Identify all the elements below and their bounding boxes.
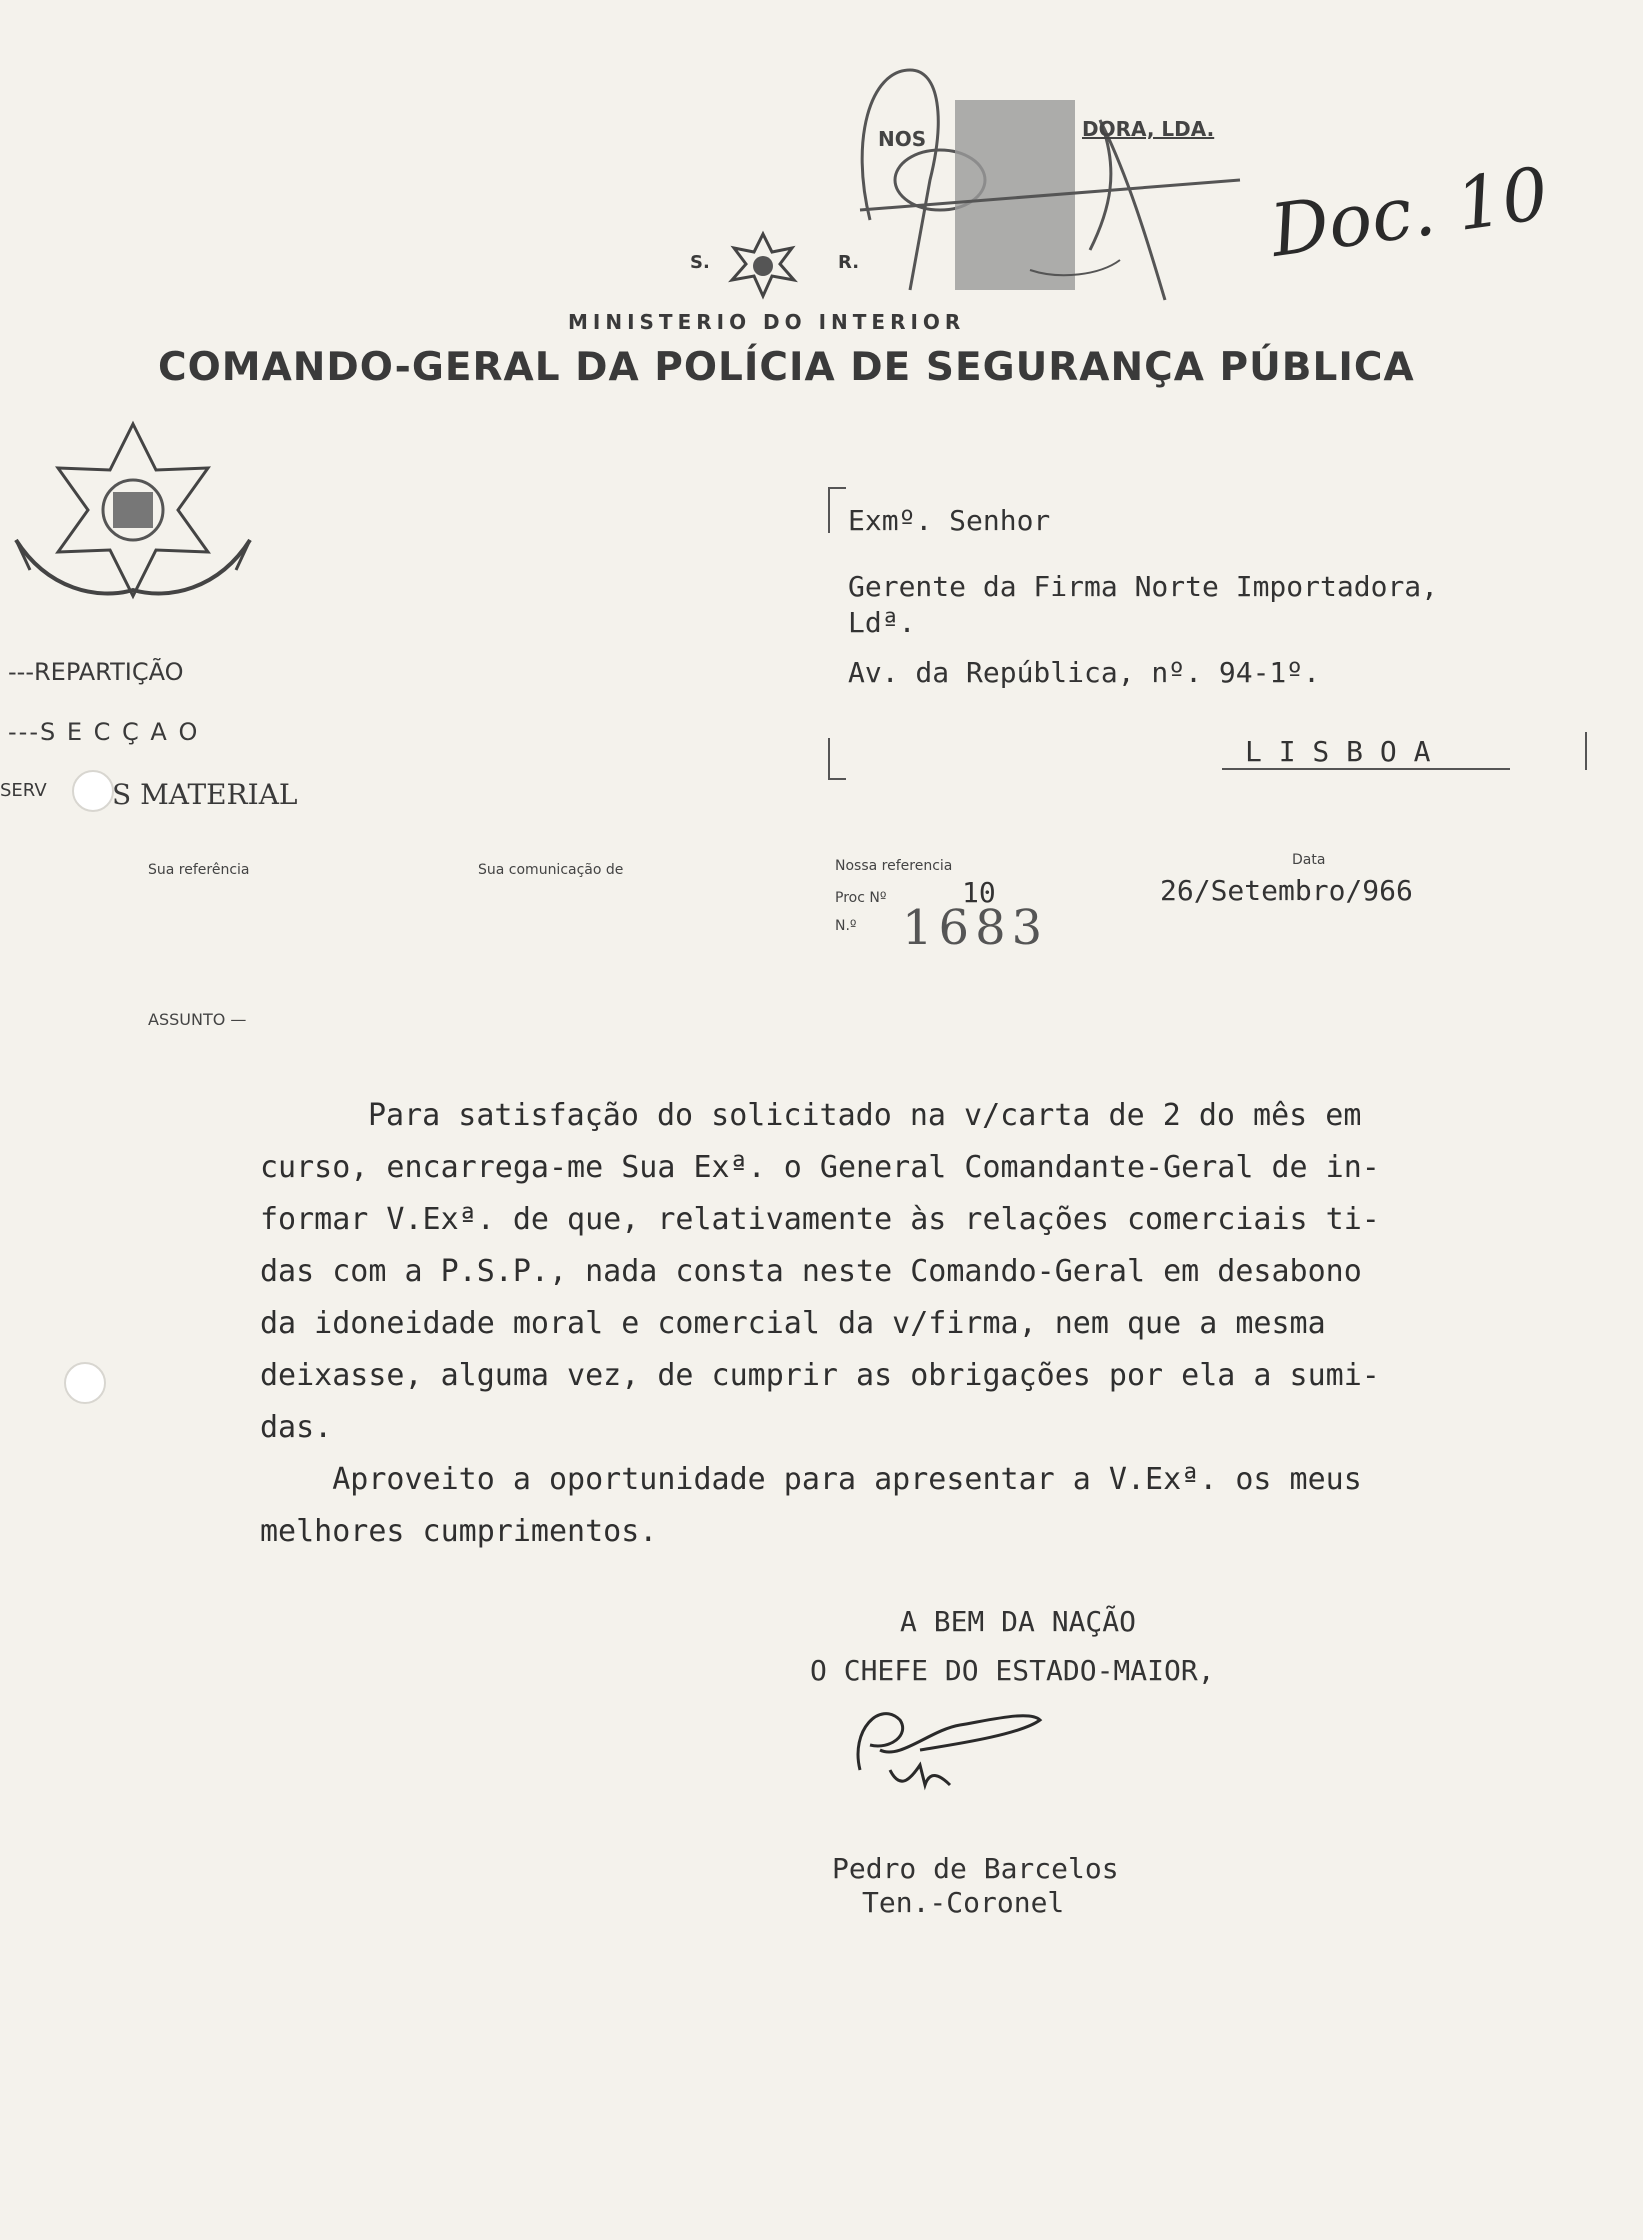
header-s: S.	[690, 252, 710, 273]
n-value: 1683	[902, 900, 1049, 956]
stamp-line1: NOS	[878, 127, 927, 151]
address-corner-bottom	[828, 738, 830, 780]
proc-value: 10	[962, 876, 996, 909]
signatory-rank: Ten.-Coronel	[862, 1886, 1065, 1919]
body-line: formar V.Exª. de que, relativamente às relações comerciais ti-	[260, 1202, 1380, 1237]
body-line: curso, encarrega-me Sua Exª. o General Comandante-Geral de in-	[260, 1150, 1380, 1185]
header-r: R.	[838, 252, 860, 273]
letter-body	[260, 1090, 1630, 1558]
data-label: Data	[1292, 852, 1326, 868]
recipient-address: Av. da República, nº. 94-1º.	[848, 656, 1321, 689]
punch-hole-lower	[64, 1362, 106, 1404]
n-label: N.º	[835, 918, 857, 934]
closing-phrase: A BEM DA NAÇÃO	[900, 1605, 1137, 1638]
body-line: Para satisfação do solicitado na v/carta de 2 do mês em	[368, 1098, 1362, 1133]
body-line: da idoneidade moral e comercial da v/firma, nem que a mesma	[260, 1306, 1326, 1341]
signatory-name: Pedro de Barcelos	[832, 1852, 1119, 1885]
proc-label: Proc Nº	[835, 890, 887, 906]
body-line: deixasse, alguma vez, de cumprir as obrigações por ela a sumi-	[260, 1358, 1380, 1393]
body-line: das com a P.S.P., nada consta neste Comando-Geral em desabono	[260, 1254, 1362, 1289]
body-line: Aproveito a oportunidade para apresentar a V.Exª. os meus	[260, 1462, 1362, 1497]
servicos-label: S MATERIAL	[112, 778, 298, 811]
body-line: das.	[260, 1410, 333, 1445]
sua-comunicacao-label: Sua comunicação de	[478, 862, 624, 878]
address-corner-bottom-h	[828, 778, 846, 780]
ministry-heading: MINISTERIO DO INTERIOR	[568, 310, 966, 334]
nossa-referencia-label: Nossa referencia	[835, 858, 953, 874]
assunto-label: ASSUNTO —	[148, 1010, 247, 1029]
signatory-title: O CHEFE DO ESTADO-MAIOR,	[810, 1654, 1215, 1687]
recipient-salutation: Exmº. Senhor	[848, 504, 1051, 537]
address-corner-top	[828, 487, 830, 533]
address-corner-right	[1585, 732, 1587, 770]
sua-referencia-label: Sua referência	[148, 862, 250, 878]
seccao-label: ---S E C Ç A O	[8, 718, 200, 746]
recipient-line2: Ldª.	[848, 606, 916, 639]
data-value: 26/Setembro/966	[1160, 874, 1413, 907]
stamp-line2: DORA, LDA.	[1082, 117, 1215, 141]
coat-of-arms	[708, 230, 818, 304]
reparticao-label: ---REPARTIÇÃO	[8, 658, 184, 686]
psp-star-icon	[8, 420, 258, 610]
punch-hole-upper	[72, 770, 114, 812]
recipient-line1: Gerente da Firma Norte Importadora,	[848, 570, 1439, 603]
recipient-city: L I S B O A	[1245, 735, 1431, 768]
handwritten-signature	[850, 1690, 1050, 1800]
command-heading: COMANDO-GERAL DA POLÍCIA DE SEGURANÇA PÚBLICA	[158, 345, 1415, 390]
psp-emblem	[8, 420, 258, 614]
folio-mark: Doc. 10	[1265, 151, 1554, 273]
body-line: melhores cumprimentos.	[260, 1514, 658, 1549]
coat-of-arms-icon	[708, 230, 818, 300]
servicos-prefix: SERV	[0, 780, 47, 801]
city-underline	[1222, 768, 1510, 770]
address-corner-top-h	[828, 487, 846, 489]
